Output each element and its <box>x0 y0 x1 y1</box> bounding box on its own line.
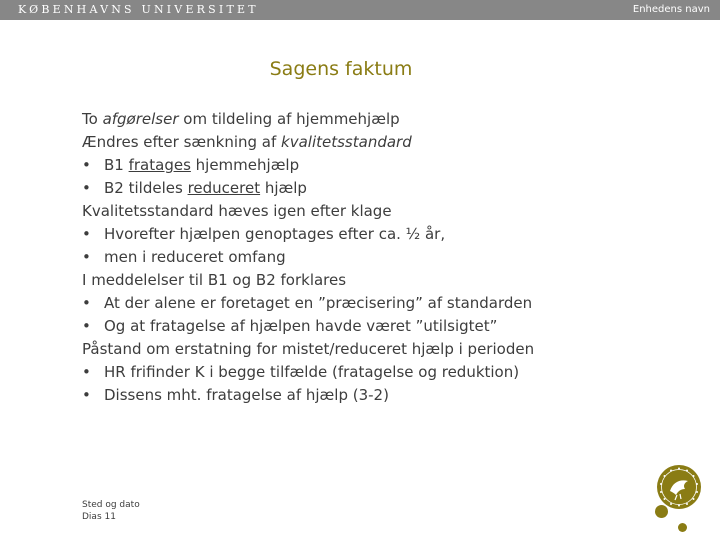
unit-name: Enhedens navn <box>632 4 710 15</box>
text-segment: men i reduceret omfang <box>104 248 286 266</box>
text-segment: afgørelser <box>102 110 179 128</box>
university-name: KØBENHAVNS UNIVERSITET <box>18 3 259 16</box>
bullet-glyph: • <box>82 225 91 243</box>
text-segment: HR frifinder K i begge tilfælde (fratagelse og reduktion) <box>104 363 520 381</box>
text-segment: Påstand om erstatning for mistet/reduceret hjælp i perioden <box>82 340 535 358</box>
bullet-glyph: • <box>82 363 91 381</box>
accent-dot-small <box>678 523 687 532</box>
text-segment: Ændres efter sænkning af <box>82 133 282 151</box>
body-line <box>82 131 682 154</box>
footer-slide-number: Dias 11 <box>82 512 116 522</box>
bullet-item <box>82 177 682 200</box>
body-line <box>82 108 682 131</box>
bullet-item <box>82 315 682 338</box>
text-segment: fratages <box>128 156 191 174</box>
bullet-item <box>82 361 682 384</box>
accent-dot-large <box>655 505 668 518</box>
university-seal-icon <box>656 464 702 510</box>
text-segment: I meddelelser til B1 og B2 forklares <box>82 271 347 289</box>
header-bar <box>0 0 720 20</box>
body-line <box>82 200 682 223</box>
bullet-item <box>82 246 682 269</box>
text-segment: Og at fratagelse af hjælpen havde været ”utilsigtet” <box>104 317 498 335</box>
bullet-item <box>82 292 682 315</box>
bullet-glyph: • <box>82 386 91 404</box>
bullet-glyph: • <box>82 294 91 312</box>
bullet-glyph: • <box>82 156 91 174</box>
text-segment: Hvorefter hjælpen genoptages efter ca. ½ år, <box>104 225 446 243</box>
footer-place-date: Sted og dato <box>82 500 140 510</box>
footer <box>82 499 140 523</box>
text-segment: om tildeling af hjemmehjælp <box>178 110 400 128</box>
slide-title: Sagens faktum <box>269 58 413 80</box>
bullet-item <box>82 384 682 407</box>
text-segment: B2 tildeles <box>104 179 188 197</box>
text-segment: kvalitetsstandard <box>281 133 412 151</box>
bullet-glyph: • <box>82 179 91 197</box>
text-segment: hjælp <box>260 179 307 197</box>
text-segment: B1 <box>104 156 129 174</box>
bullet-item <box>82 223 682 246</box>
text-segment: To <box>82 110 103 128</box>
slide-body <box>82 108 682 407</box>
text-segment: Dissens mht. fratagelse af hjælp (3-2) <box>104 386 389 404</box>
text-segment: Kvalitetsstandard hæves igen efter klage <box>82 202 392 220</box>
bullet-glyph: • <box>82 248 91 266</box>
text-segment: reduceret <box>187 179 261 197</box>
bullet-glyph: • <box>82 317 91 335</box>
body-line <box>82 269 682 292</box>
text-segment: hjemmehjælp <box>190 156 300 174</box>
text-segment: At der alene er foretaget en ”præcisering” af standarden <box>104 294 533 312</box>
bullet-item <box>82 154 682 177</box>
body-line <box>82 338 682 361</box>
